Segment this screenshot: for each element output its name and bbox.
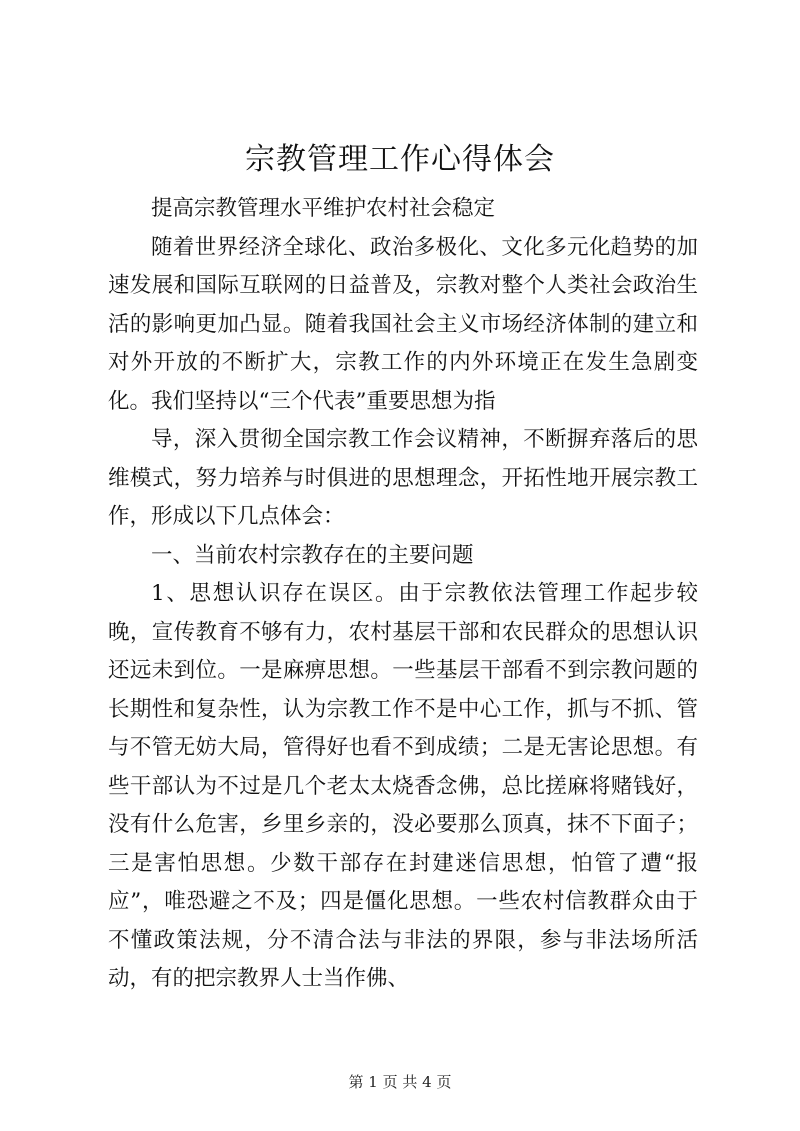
subtitle-paragraph: 提高宗教管理水平维护农村社会稳定 [151, 196, 496, 221]
body-paragraph: 随着世界经济全球化、政治多极化、文化多元化趋势的加速发展和国际互联网的日益普及，宗教对整个人类社会政治生活的影响更加凸显。随着我国社会主义市场经济体制的建立和对外开放的不断扩大，宗教工作的内外环境正在发生急剧变化。我们坚持以“三个代表”重要思想为指 [108, 234, 698, 414]
page-footer: 第 1 页 共 4 页 [348, 1073, 452, 1091]
body-paragraph: 导，深入贯彻全国宗教工作会议精神，不断摒弃落后的思维模式，努力培养与时俱进的思想理念，开拓性地开展宗教工作，形成以下几点体会： [108, 427, 698, 529]
document-title: 宗教管理工作心得体会 [245, 142, 555, 177]
section-heading: 一、当前农村宗教存在的主要问题 [151, 542, 474, 568]
document-body [108, 190, 698, 999]
body-paragraph: 1、思想认识存在误区。由于宗教依法管理工作起步较晚，宣传教育不够有力，农村基层干部和农民群众的思想认识还远未到位。一是麻痹思想。一些基层干部看不到宗教问题的长期性和复杂性，认为宗教工作不是中心工作，抓与不抓、管与不管无妨大局，管得好也看不到成绩；二是无害论思想。有些干部认为不过是几个老太太烧香念佛，总比搓麻将赌钱好，没有什么危害，乡里乡亲的，没必要那么顶真，抹不下面子；三是害怕思想。少数干部存在封建迷信思想，怕管了遭“报应”，唯恐避之不及；四是僵化思想。一些农村信教群众由于不懂政策法规，分不清合法与非法的界限，参与非法场所活动，有的把宗教界人士当作佛、 [108, 581, 698, 991]
